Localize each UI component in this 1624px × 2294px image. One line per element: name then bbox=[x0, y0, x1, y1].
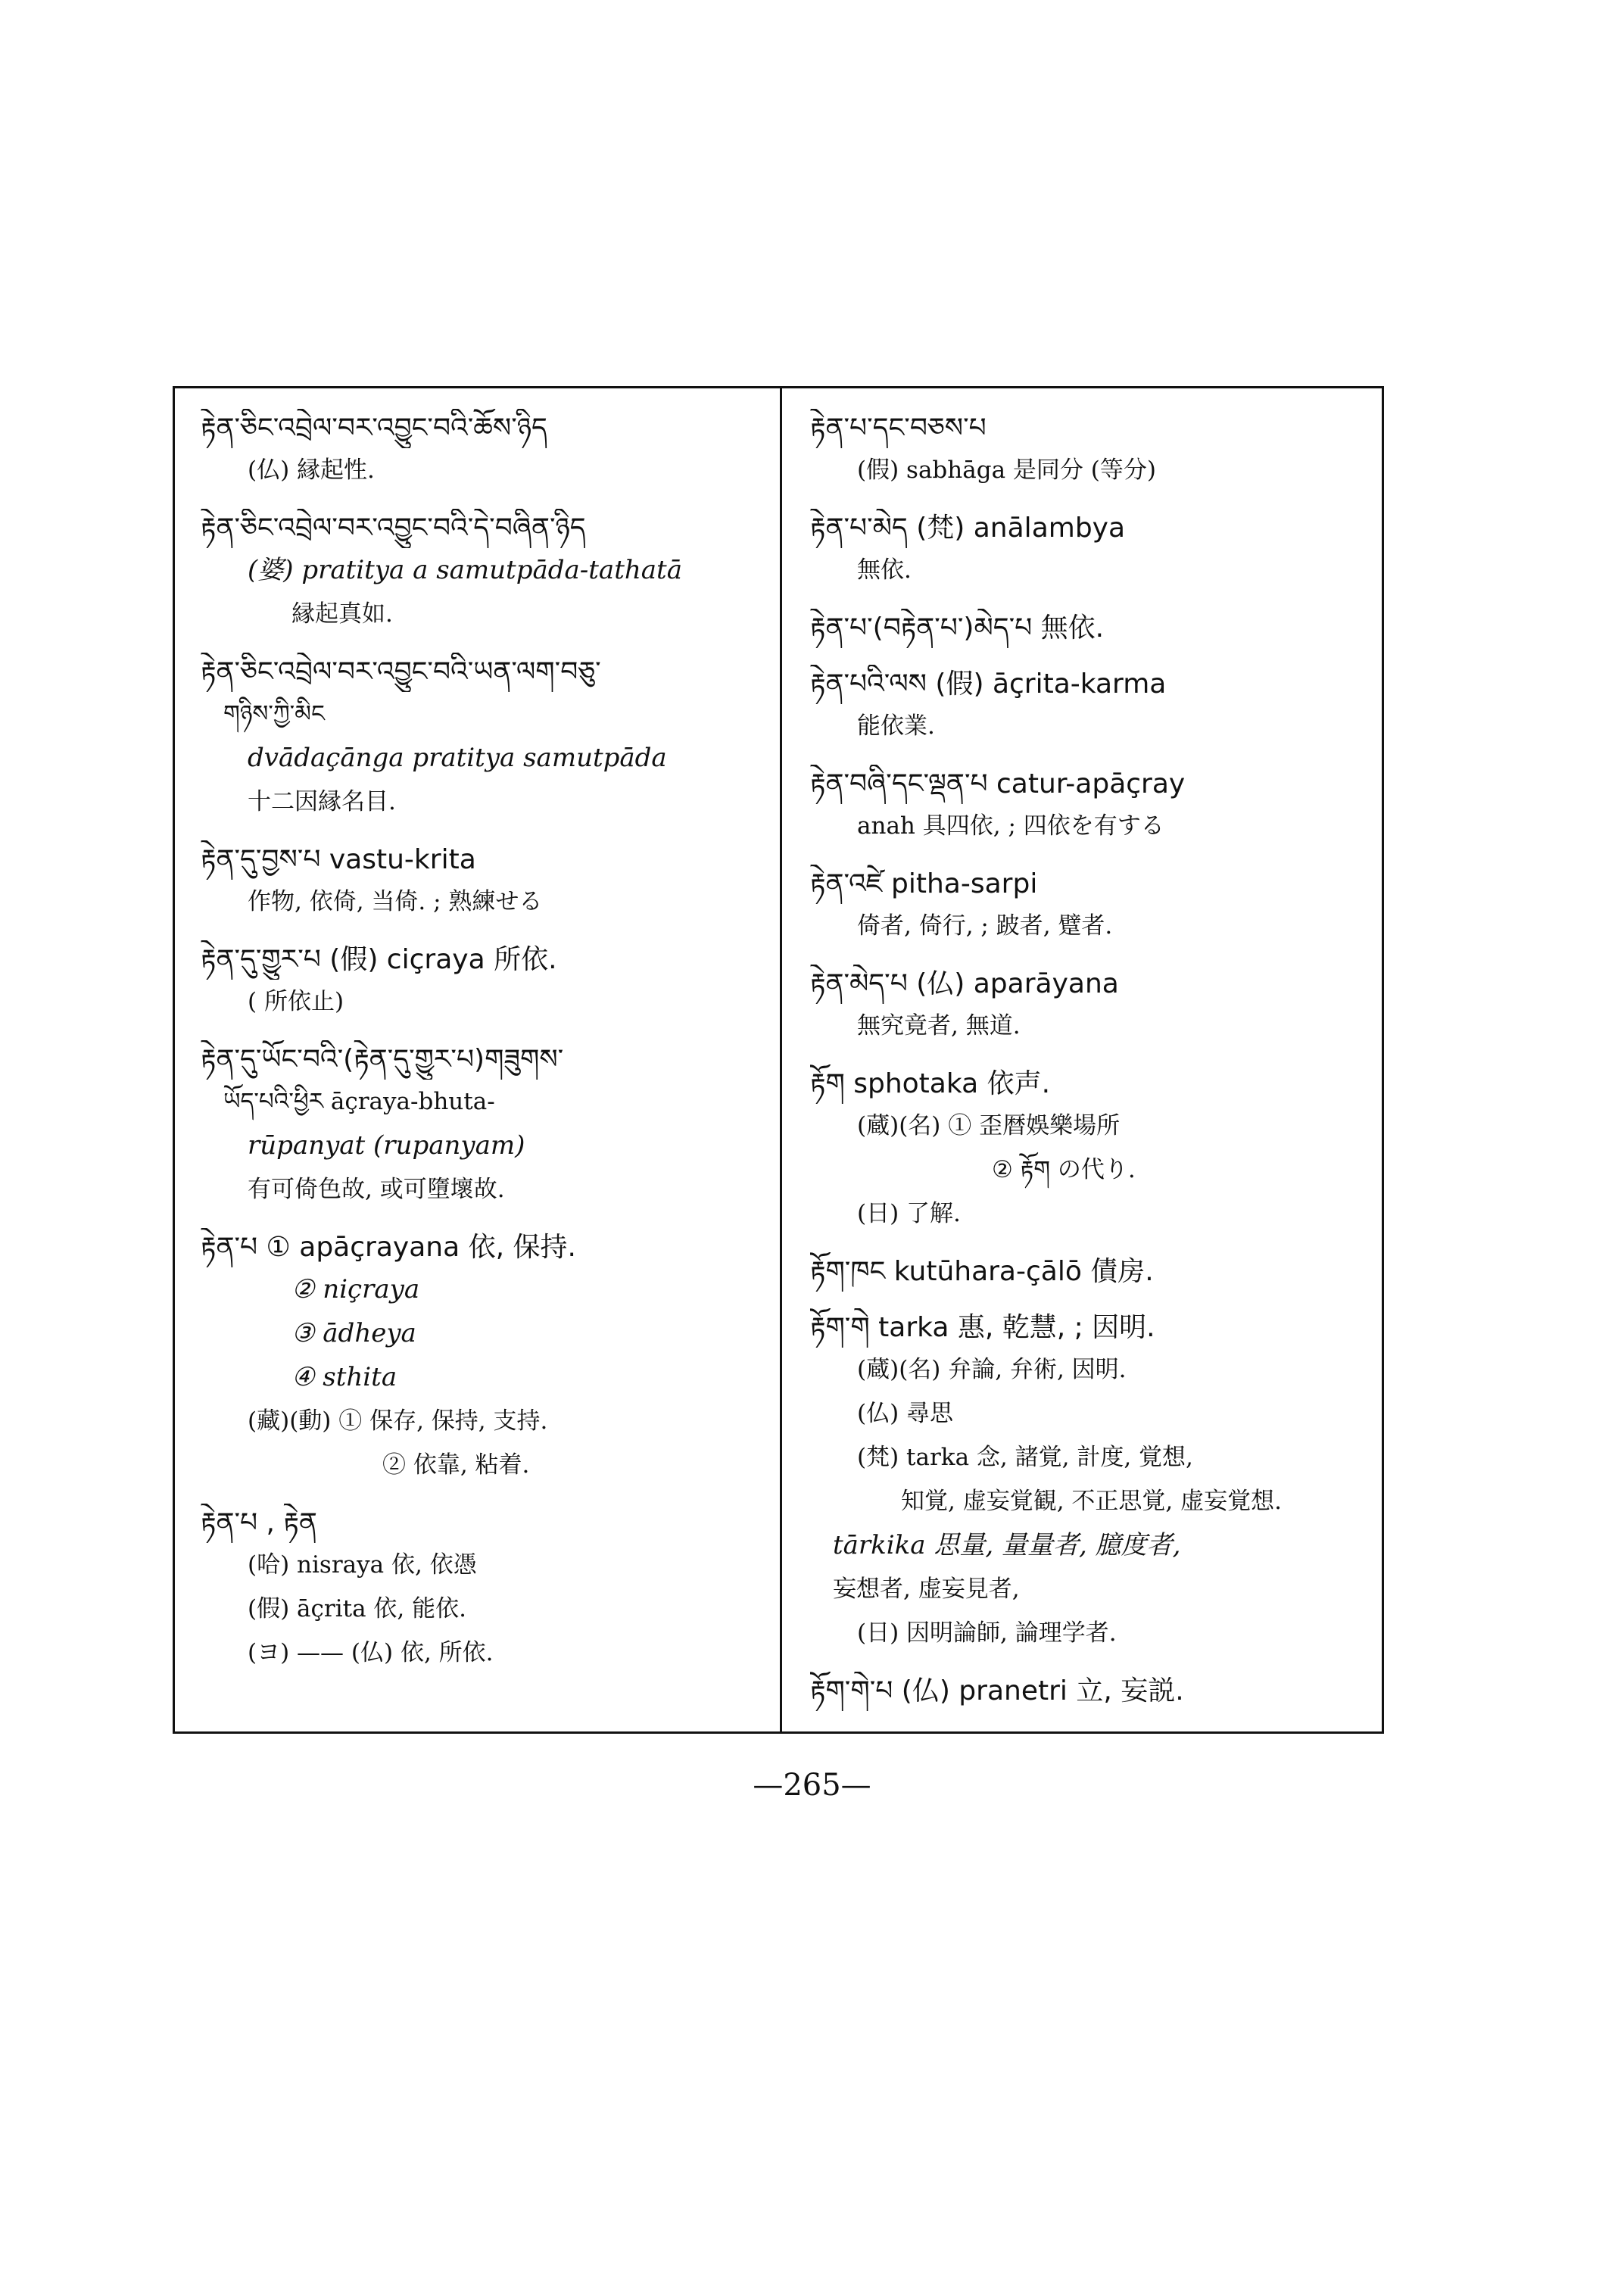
entry-definition: (日) 了解. bbox=[857, 1200, 961, 1227]
entry-headword: རྟེན་དུ་ཡོང་བའི་(རྟེན་དུ་གྱུར་པ)གཟུགས་ bbox=[201, 1044, 564, 1075]
entry-definition: (蔵)(名) ① 歪暦娛樂場所 bbox=[857, 1112, 1121, 1139]
entry-headword: རྟེན་ཅིང་འབྲེལ་བར་འབྱུང་བའི་ཡན་ལག་བཅུ་ bbox=[201, 656, 601, 687]
dictionary-entry bbox=[810, 1064, 1386, 1236]
entry-definition: (仏) 縁起性. bbox=[248, 457, 375, 484]
dictionary-entry bbox=[810, 1308, 1386, 1655]
entry-definition: (蔵)(名) 弁論, 弁術, 因明. bbox=[857, 1356, 1127, 1383]
dictionary-entry bbox=[810, 1252, 1386, 1292]
entry-definition: ( 所依止) bbox=[248, 988, 344, 1015]
entry-headword: རྟོག་གེ་པ (仏) pranetri 立, 妄説. bbox=[810, 1675, 1184, 1706]
column-divider bbox=[780, 386, 782, 1734]
dictionary-entry bbox=[810, 509, 1386, 592]
entry-headword: རྟེན་པའི་ལས (假) āçrita-karma bbox=[810, 669, 1167, 700]
entry-definition: 妄想者, 虚妄見者, bbox=[833, 1576, 1020, 1603]
entry-definition: 無究竟者, 無道. bbox=[857, 1012, 1021, 1039]
entry-definition: གཉིས་ཀྱི་མིང bbox=[223, 700, 325, 728]
dictionary-entry bbox=[810, 1672, 1386, 1711]
entry-headword: རྟེན་པ , རྟེན bbox=[201, 1507, 317, 1538]
entry-definition: ② 依靠, 粘着. bbox=[382, 1451, 530, 1479]
entry-definition: (仏) 尋思 bbox=[857, 1400, 954, 1427]
dictionary-entry bbox=[810, 665, 1386, 748]
dictionary-entry bbox=[810, 609, 1386, 648]
dictionary-entry bbox=[201, 509, 776, 636]
entry-headword: རྟེན་བཞི་དང་ལྡན་པ catur-apāçray bbox=[810, 768, 1186, 799]
entry-headword: རྟེན་པ་(བརྟེན་པ་)མེད་པ 無依. bbox=[810, 612, 1105, 644]
entry-headword: རྟེན་མེད་པ (仏) aparāyana bbox=[810, 968, 1119, 999]
dictionary-entry bbox=[810, 965, 1386, 1048]
entry-definition: 知覚, 虚妄覚観, 不正思覚, 虚妄覚想. bbox=[901, 1488, 1282, 1515]
dictionary-entry bbox=[201, 409, 776, 492]
entry-definition: dvādaçānga pratitya samutpāda bbox=[248, 743, 667, 773]
dictionary-entry bbox=[810, 409, 1386, 492]
entry-definition: tārkika 思量, 量量者, 臆度者, bbox=[833, 1530, 1181, 1560]
entry-headword: རྟེན་པ་མེད (梵) anālambya bbox=[810, 513, 1126, 544]
entry-definition: ② རྟོག の代り. bbox=[992, 1156, 1136, 1183]
entry-definition: (婆) pratitya a samutpāda-tathatā bbox=[248, 555, 682, 585]
entry-definition: 有可倚色故, 或可墮壞故. bbox=[248, 1176, 505, 1203]
entry-definition: (ヨ) —— (仏) 依, 所依. bbox=[248, 1639, 494, 1666]
dictionary-entry bbox=[201, 1040, 776, 1211]
entry-headword: རྟོག་ཁང kutūhara-çālō 債房. bbox=[810, 1256, 1154, 1287]
entry-definition: 縁起真如. bbox=[291, 600, 393, 628]
entry-headword: རྟོག་གེ tarka 惠, 乾慧, ; 因明. bbox=[810, 1312, 1155, 1343]
dictionary-entry bbox=[201, 840, 776, 924]
dictionary-entry bbox=[201, 653, 776, 824]
entry-definition: 無依. bbox=[857, 556, 912, 584]
entry-headword: རྟེན་པ་དང་བཅས་པ bbox=[810, 413, 987, 444]
page-number: —265— bbox=[753, 1768, 871, 1803]
entry-headword: རྟེན་པ ① apāçrayana 依, 保持. bbox=[201, 1232, 576, 1263]
left-column bbox=[201, 409, 776, 1691]
entry-definition: ③ ādheya bbox=[291, 1318, 416, 1348]
dictionary-entry bbox=[201, 940, 776, 1024]
entry-definition: (假) āçrita 依, 能依. bbox=[248, 1595, 466, 1622]
entry-definition: 倚者, 倚行, ; 跛者, 躄者. bbox=[857, 912, 1113, 940]
entry-headword: རྟེན་འཛེ pitha-sarpi bbox=[810, 868, 1038, 899]
entry-definition: ཡོད་པའི་ཕྱིར āçraya-bhuta- bbox=[223, 1088, 495, 1115]
entry-headword: རྟེན་དུ་གྱུར་པ (假) ciçraya 所依. bbox=[201, 944, 557, 975]
entry-definition: rūpanyat (rupanyam) bbox=[248, 1130, 525, 1161]
entry-headword: རྟེན་དུ་བྱས་པ vastu-krita bbox=[201, 844, 476, 875]
entry-definition: ② niçraya bbox=[291, 1274, 420, 1304]
entry-definition: (藏)(動) ① 保存, 保持, 支持. bbox=[248, 1407, 548, 1435]
dictionary-entry bbox=[201, 1504, 776, 1675]
entry-definition: (梵) tarka 念, 諸覚, 計度, 覚想, bbox=[857, 1444, 1193, 1471]
entry-definition: ④ sthita bbox=[291, 1362, 397, 1392]
entry-definition: (日) 因明論師, 論理学者. bbox=[857, 1619, 1117, 1647]
entry-definition: 十二因縁名目. bbox=[248, 788, 396, 815]
entry-definition: 作物, 依倚, 当倚. ; 熟練せる bbox=[248, 888, 543, 915]
entry-definition: (哈) nisraya 依, 依憑 bbox=[248, 1551, 477, 1579]
entry-definition: 能依業. bbox=[857, 712, 935, 740]
dictionary-entry bbox=[810, 865, 1386, 948]
dictionary-entry bbox=[810, 765, 1386, 848]
entry-headword: རྟེན་ཅིང་འབྲེལ་བར་འབྱུང་བའི་དེ་བཞིན་ཉིད bbox=[201, 513, 586, 544]
dictionary-entry bbox=[201, 1228, 776, 1487]
right-column bbox=[810, 409, 1386, 1728]
entry-headword: རྟོག sphotaka 依声. bbox=[810, 1068, 1051, 1099]
entry-definition: (假) sabhāga 是同分 (等分) bbox=[857, 457, 1156, 484]
entry-definition: anah 具四依, ; 四依を有する bbox=[857, 812, 1164, 840]
entry-headword: རྟེན་ཅིང་འབྲེལ་བར་འབྱུང་བའི་ཆོས་ཉིད bbox=[201, 413, 547, 444]
